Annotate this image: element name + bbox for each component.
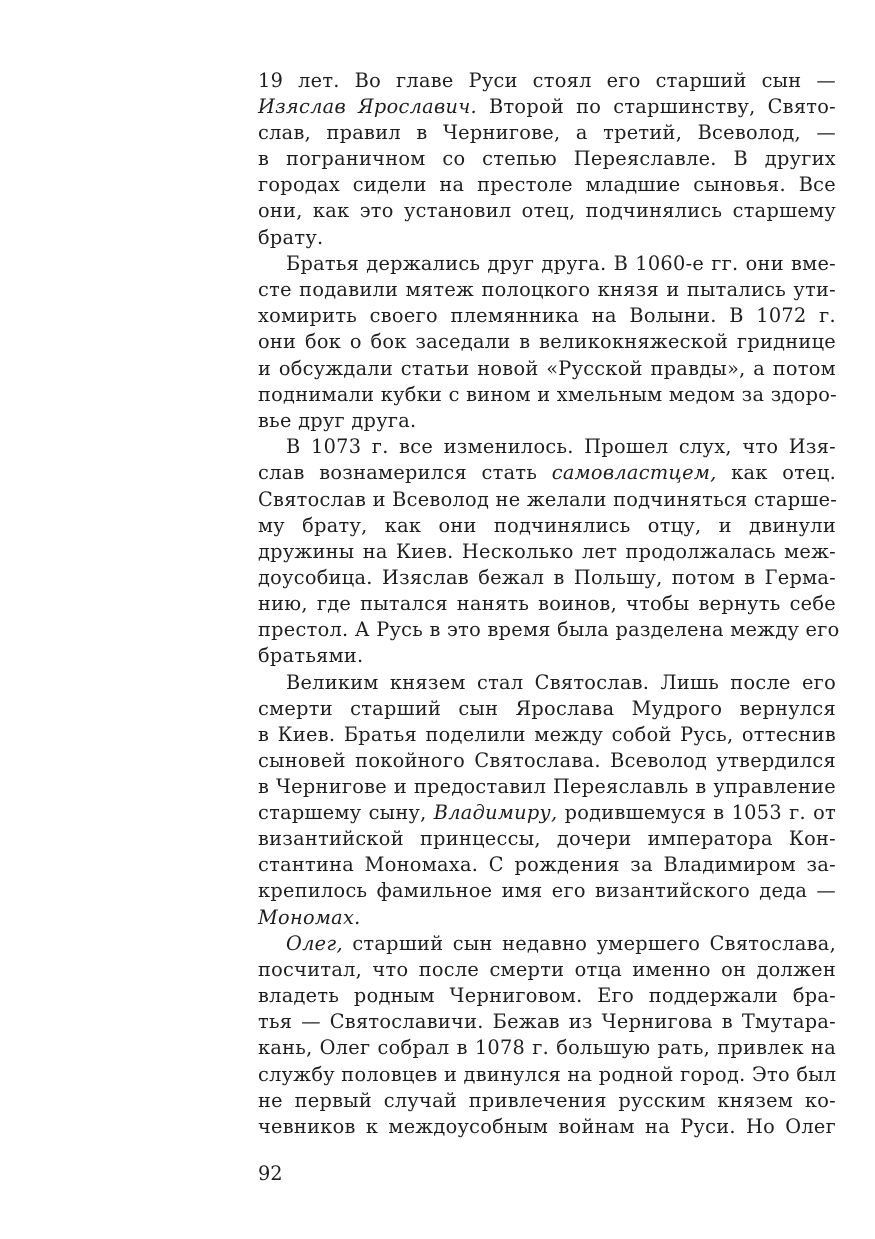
text-run: Братья держались друг друга. В 1060-е гг. они вме- (286, 252, 836, 276)
text-line (258, 303, 836, 329)
text-line (258, 957, 836, 983)
text-line (258, 120, 836, 146)
paragraph (258, 931, 836, 1140)
text-line (258, 198, 836, 224)
text-line (258, 905, 836, 931)
text-line (258, 225, 836, 251)
text-line (258, 172, 836, 198)
text-run: В 1073 г. все изменилось. Прошел слух, что Изя- (286, 435, 836, 459)
text-run: посчитал, что после смерти отца именно он должен (258, 958, 836, 982)
text-line (258, 565, 836, 591)
text-run: хомирить своего племянника на Волыни. В 1072 г. (258, 304, 836, 328)
text-line (258, 146, 836, 172)
text-run: 19 лет. Во главе Руси стоял его старший сын — (258, 69, 836, 92)
italic-term: самовластцем, (551, 461, 717, 485)
text-run: нию, где пытался нанять воинов, чтобы вернуть себе (258, 591, 836, 615)
text-run: доусобица. Изяслав бежал в Польшу, потом в Герма- (258, 565, 836, 589)
body-text (258, 68, 840, 1140)
text-run: в Киев. Братья поделили между собой Русь, оттеснив (258, 722, 836, 746)
text-line (258, 800, 836, 826)
text-line (258, 1009, 836, 1035)
text-run: вье друг друга. (258, 408, 417, 432)
text-run: Второй по старшинству, Свято- (476, 95, 836, 119)
text-line (258, 251, 836, 277)
text-line (258, 487, 836, 513)
text-line (258, 1114, 836, 1140)
text-line (258, 329, 836, 355)
text-line (258, 774, 836, 800)
text-line (258, 1035, 836, 1061)
text-run: и обсуждали статьи новой «Русской правды», а потом (258, 356, 836, 380)
text-run: чевников к междоусобным войнам на Руси. Но Олег (258, 1114, 836, 1138)
text-run: сыновей покойного Святослава. Всеволод утвердился (258, 748, 836, 772)
italic-term: Олег, (286, 932, 343, 956)
text-line (258, 382, 836, 408)
text-line (258, 460, 836, 486)
text-run: городах сидели на престоле младшие сыновья. Все (258, 173, 836, 197)
text-line (258, 408, 836, 434)
text-line (258, 68, 836, 94)
text-run: смерти старший сын Ярослава Мудрого вернулся (258, 696, 836, 720)
text-line (258, 748, 836, 774)
text-run: старший сын недавно умершего Святослава, (342, 932, 836, 956)
text-run: престол. А Русь в это время была разделена между его (258, 617, 840, 641)
text-run: кань, Олег собрал в 1078 г. большую рать, привлек на (258, 1036, 836, 1060)
text-run: слав вознамерился стать (258, 461, 552, 485)
text-run: поднимали кубки с вином и хмельным медом за здоро- (258, 382, 837, 406)
text-run: му брату, как они подчинялись отцу, и двинули (258, 513, 836, 537)
text-line (258, 617, 840, 643)
text-run: они, как это установил отец, подчинялись старшему (258, 199, 836, 223)
text-run: они бок о бок заседали в великокняжеской гриднице (258, 330, 836, 354)
text-run: дружины на Киев. Несколько лет продолжалась меж- (258, 539, 836, 563)
text-line (258, 1062, 836, 1088)
paragraph (258, 251, 836, 434)
text-line (258, 852, 836, 878)
text-line (258, 696, 836, 722)
text-line (258, 878, 836, 904)
paragraph (258, 434, 840, 669)
text-run: не первый случай привлечения русским князем ко- (258, 1088, 836, 1112)
text-line (258, 539, 836, 565)
italic-term: Изяслав Ярославич. (258, 95, 477, 119)
italic-term: Мономах. (258, 905, 361, 929)
text-line (258, 826, 836, 852)
text-run: крепилось фамильное имя его византийского деда — (258, 879, 836, 903)
text-run: братьями. (258, 644, 364, 668)
text-run: сте подавили мятеж полоцкого князя и пытались ути- (258, 278, 836, 302)
text-line (258, 722, 836, 748)
text-line (258, 643, 836, 669)
page-number: 92 (258, 1162, 283, 1185)
text-run: слав, правил в Чернигове, а третий, Всеволод, — (258, 121, 836, 145)
text-line (258, 277, 836, 303)
text-run: как отец. (716, 461, 836, 485)
text-run: брату. (258, 225, 324, 249)
text-line (258, 356, 836, 382)
text-run: старшему сыну, (258, 801, 434, 825)
text-line (258, 591, 836, 617)
text-run: византийской принцессы, дочери императора Кон- (258, 827, 836, 851)
paragraph (258, 670, 836, 931)
text-line (258, 434, 836, 460)
text-line (258, 931, 836, 957)
text-line (258, 94, 836, 120)
text-run: владеть родным Черниговом. Его поддержали бра- (258, 984, 836, 1008)
text-run: в Чернигове и предоставил Переяславль в управление (258, 775, 836, 799)
italic-term: Владимиру, (433, 801, 558, 825)
text-run: тья — Святославичи. Бежав из Чернигова в Тмутара- (258, 1010, 836, 1034)
text-run: службу половцев и двинулся на родной город. Это был (258, 1062, 837, 1086)
text-run: Святослав и Всеволод не желали подчиняться старше- (258, 487, 838, 511)
text-line (258, 513, 836, 539)
text-run: Великим князем стал Святослав. Лишь после его (286, 670, 836, 694)
text-run: в пограничном со степью Переяславле. В других (258, 147, 836, 171)
text-run: стантина Мономаха. С рождения за Владимиром за- (258, 853, 836, 877)
text-line (258, 670, 836, 696)
paragraph (258, 68, 836, 251)
text-line (258, 1088, 836, 1114)
text-line (258, 983, 836, 1009)
text-run: родившемуся в 1053 г. от (557, 801, 836, 825)
